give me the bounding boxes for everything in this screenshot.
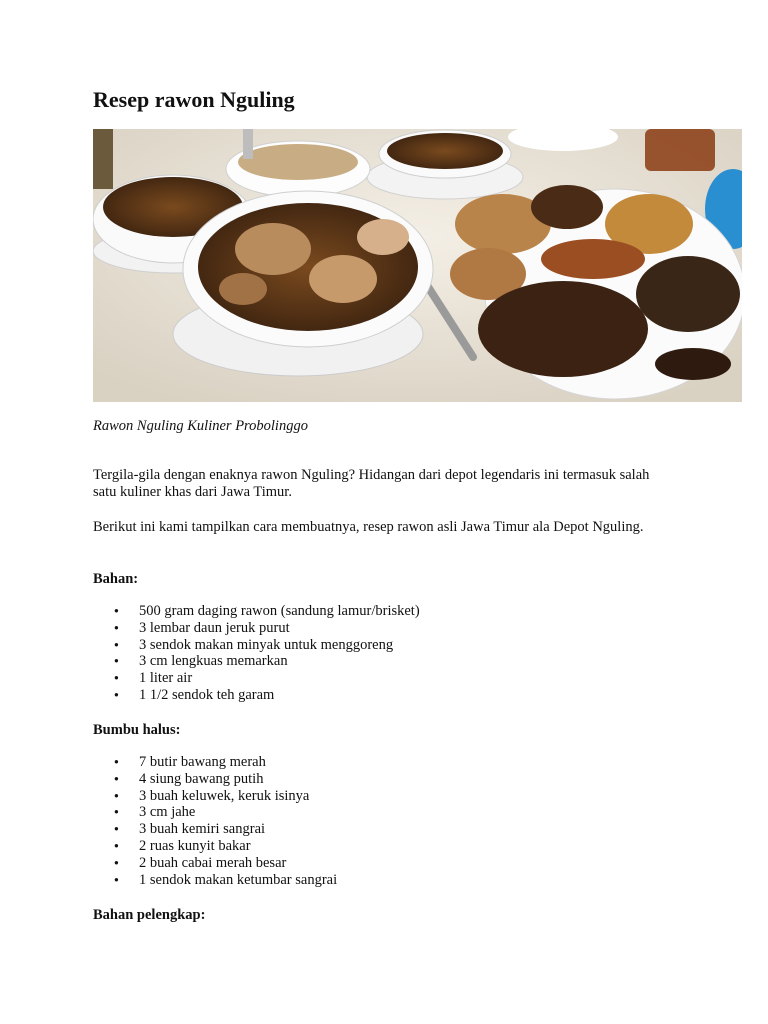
- image-caption: Rawon Nguling Kuliner Probolinggo: [93, 418, 308, 434]
- list-item: ● 3 cm jahe: [93, 804, 337, 821]
- bahan-list: [93, 603, 420, 704]
- list-item: ● 2 ruas kunyit bakar: [93, 838, 337, 855]
- list-item: ● 3 buah keluwek, keruk isinya: [93, 788, 337, 805]
- intro-paragraph-2: Berikut ini kami tampilkan cara membuatnya, resep rawon asli Jawa Timur ala Depot Nguling.: [93, 519, 644, 535]
- list-item: ● 3 buah kemiri sangrai: [93, 821, 337, 838]
- bumbu-heading: Bumbu halus:: [93, 722, 181, 738]
- intro-paragraph: Tergila-gila dengan enaknya rawon Nguling? Hidangan dari depot legendaris ini termasuk salah satu kuliner khas dari Jawa Timur.: [93, 467, 650, 500]
- list-item: ● 3 lembar daun jeruk purut: [93, 620, 420, 637]
- list-item: ● 2 buah cabai merah besar: [93, 855, 337, 872]
- list-item: ● 1 liter air: [93, 670, 420, 687]
- list-item: ● 3 cm lengkuas memarkan: [93, 653, 420, 670]
- list-item: ● 3 sendok makan minyak untuk menggoreng: [93, 637, 420, 654]
- list-item: ● 500 gram daging rawon (sandung lamur/brisket): [93, 603, 420, 620]
- list-item: ● 1 1/2 sendok teh garam: [93, 687, 420, 704]
- list-item: ● 4 siung bawang putih: [93, 771, 337, 788]
- bumbu-list: [93, 754, 337, 888]
- pelengkap-heading: Bahan pelengkap:: [93, 907, 206, 923]
- food-photo: [93, 129, 742, 402]
- bahan-heading: Bahan:: [93, 571, 139, 587]
- page-title: Resep rawon Nguling: [93, 87, 295, 112]
- list-item: ● 7 butir bawang merah: [93, 754, 337, 771]
- list-item: ● 1 sendok makan ketumbar sangrai: [93, 872, 337, 889]
